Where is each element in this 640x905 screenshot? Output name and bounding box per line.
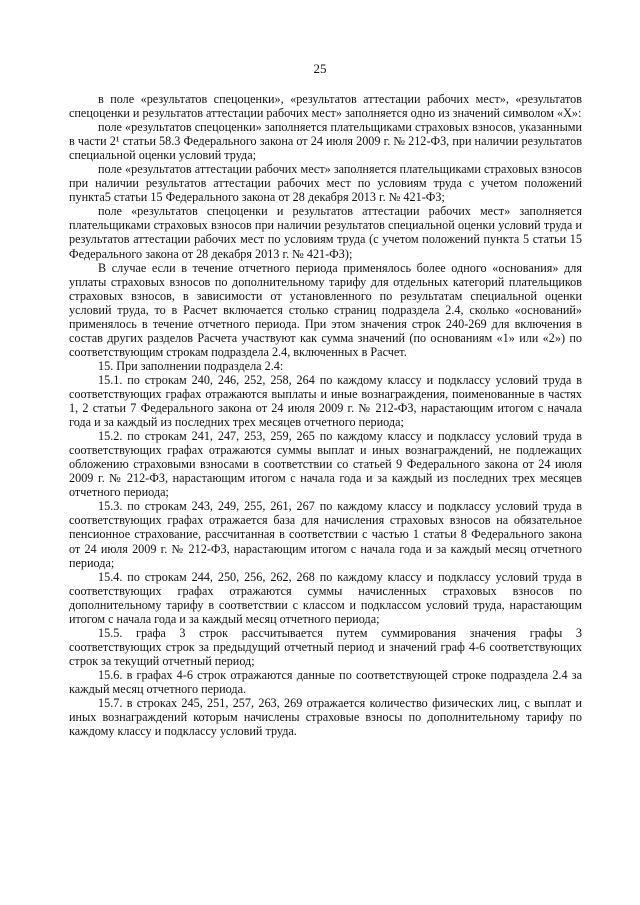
paragraph: 15.2. по строкам 241, 247, 253, 259, 265 по каждому классу и подклассу условий труда в соответствующих графах отражаются суммы выплат и иных вознаграждений, не подлежащих обложению страховыми взносами в соответствии со статьей 9 Федерального закона от 24 июля 2009 г. № 212-ФЗ, нарастающим итогом с начала года и за каждый из последних трех месяцев отчетного периода; bbox=[69, 429, 582, 500]
paragraph: поле «результатов спецоценки» заполняется плательщиками страховых взносов, указанными в части 2¹ статьи 58.3 Федерального закона от 24 июля 2009 г. № 212-ФЗ, при наличии результатов специальной оценки условий труда; bbox=[69, 120, 582, 163]
paragraph: в поле «результатов спецоценки», «результатов аттестации рабочих мест», «результатов спецоценки и результатов аттестации рабочих мест» заполняется одно из значений символом «Х»: bbox=[69, 92, 582, 121]
paragraph: поле «результатов аттестации рабочих мест» заполняется плательщиками страховых взносов при наличии результатов аттестации рабочих мест по условиям труда с учетом положений пункта5 статьи 15 Федерального закона от 28 декабря 2013 г. № 421-ФЗ; bbox=[69, 162, 582, 205]
paragraph: 15.6. в графах 4-6 строк отражаются данные по соответствующей строке подраздела 2.4 за каждый месяц отчетного периода. bbox=[69, 667, 582, 696]
paragraph: 15.3. по строкам 243, 249, 255, 261, 267 по каждому классу и подклассу условий труда в соответствующих графах отражается база для начисления страховых взносов на обязательное пенсионное страхование, рассчитанная в соответствии с частью 1 статьи 8 Федерального закона от 24 июля 2009 г. № 212-ФЗ, нарастающим итогом с начала года и за каждый месяц отчетного периода; bbox=[69, 499, 582, 570]
document-body bbox=[69, 92, 582, 738]
page-number: 25 bbox=[313, 61, 327, 76]
paragraph: поле «результатов спецоценки и результатов аттестации рабочих мест» заполняется плательщиками страховых взносов при наличии результатов специальной оценки условий труда и результатов аттестации рабочих мест по условиям труда (с учетом положений пункта 5 статьи 15 Федерального закона от 28 декабря 2013 г. № 421-ФЗ); bbox=[69, 204, 582, 261]
paragraph: 15. При заполнении подраздела 2.4: bbox=[98, 358, 284, 373]
paragraph: В случае если в течение отчетного периода применялось более одного «основания» для уплаты страховых взносов по дополнительному тарифу для отдельных категорий плательщиков страховых взносов, в зависимости от установленного по результатам специальной оценки условий труда, то в Расчет включается столько страниц подраздела 2.4, сколько «оснований» применялось в течение отчетного периода. При этом значения строк 240-269 для включения в состав других разделов Расчета участвуют как сумма значений (по основаниям «1» или «2») по соответствующим строкам подраздела 2.4, включенных в Расчет. bbox=[69, 260, 582, 359]
paragraph: 15.1. по строкам 240, 246, 252, 258, 264 по каждому классу и подклассу условий труда в соответствующих графах отражаются выплаты и иные вознаграждения, поименованные в частях 1, 2 статьи 7 Федерального закона от 24 июля 2009 г. № 212-ФЗ, нарастающим итогом с начала года и за каждый из последних трех месяцев отчетного периода; bbox=[69, 372, 582, 430]
paragraph: 15.4. по строкам 244, 250, 256, 262, 268 по каждому классу и подклассу условий труда в соответствующих графах отражаются суммы начисленных страховых взносов по дополнительному тарифу в соответствии с классом и подклассом условий труда, нарастающим итогом с начала года и за каждый месяц отчетного периода; bbox=[69, 569, 582, 626]
paragraph: 15.5. графа 3 строк рассчитывается путем суммирования значения графы 3 соответствующих строк за предыдущий отчетный период и значений граф 4-6 соответствующих строк за текущий отчетный период; bbox=[69, 625, 582, 668]
paragraph: 15.7. в строках 245, 251, 257, 263, 269 отражается количество физических лиц, с выплат и иных вознаграждений которым начислены страховые взносы по дополнительному тарифу по каждому классу и подклассу условий труда. bbox=[69, 696, 582, 739]
